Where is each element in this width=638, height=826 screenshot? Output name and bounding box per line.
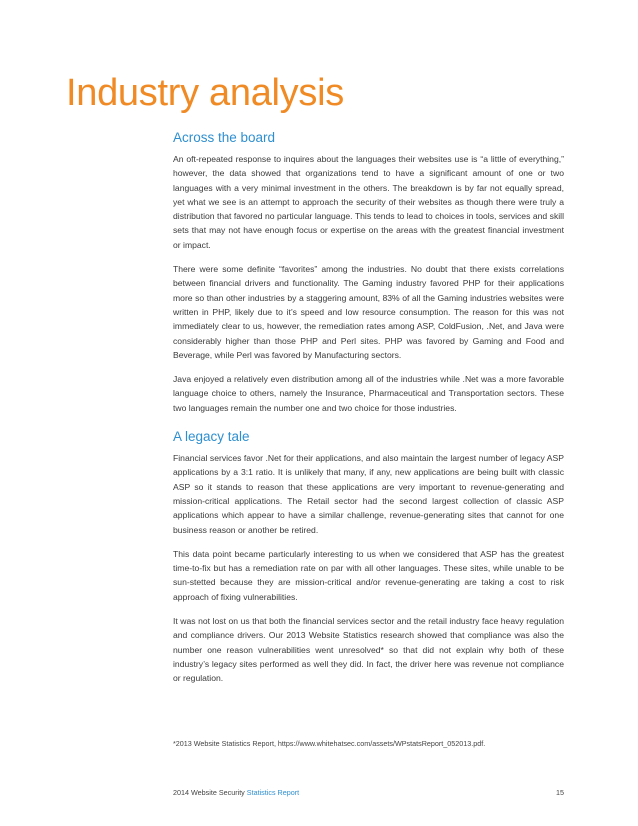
page-number: 15 — [556, 788, 564, 797]
page-title: Industry analysis — [66, 72, 344, 114]
paragraph: Java enjoyed a relatively even distribution among all of the industries while .Net was a more favorable language choice to others, namely the Insurance, Pharmaceutical and Transportation sectors. These two languages remain the number one and two choice for those industries. — [173, 374, 564, 413]
paragraph: This data point became particularly interesting to us when we considered that ASP has the greatest time-to-fix but has a remediation rate on par with all other languages. These sites, while unable to be sun-stetted because they are mission-critical and/or revenue-generating are taking a cost to risk approach of fixing vulnerabilities. — [173, 548, 564, 602]
paragraph: There were some definite “favorites” among the industries. No doubt that there exists correlations between financial drivers and functionality. The Gaming industry favored PHP for their applications more so than other industries by a staggering amount, 83% of all the Gaming industries websites were written in PHP, likely due to it’s speed and low resource consumption. The reason for this was not immediately clear to us, however, the remediation rates among ASP, ColdFusion, .Net, and Java were considerably higher than those PHP and Perl sites. PHP was favored by Gaming and Food and Beverage, while Perl was favored by Manufacturing sectors. — [173, 264, 564, 360]
page-footer — [173, 788, 564, 798]
footnote: *2013 Website Statistics Report, https://www.whitehatsec.com/assets/WPstatsReport_052013.pdf. — [173, 739, 486, 748]
paragraph: It was not lost on us that both the financial services sector and the retail industry face heavy regulation and compliance drivers. Our 2013 Website Statistics research showed that compliance was also the number one reason vulnerabilities went unresolved* so that did not explain why both of these industry’s legacy sites performed as well they did. In fact, the driver here was revenue not compliance or regulation. — [173, 616, 564, 684]
footer-report-prefix: 2014 Website Security — [173, 788, 247, 797]
footer-report-accent: Statistics Report — [246, 788, 300, 797]
section-heading-a-legacy-tale: A legacy tale — [173, 429, 250, 445]
paragraph: Financial services favor .Net for their applications, and also maintain the largest number of legacy ASP applications by a 3:1 ratio. It is unlikely that many, if any, new applications are being built with classic ASP so it stands to reason that these applications are very important to revenue-generating and mission-critical applications. The Retail sector had the second largest collection of classic ASP applications which appear to have a similar challenge, revenue-generating sites that cannot for one business reason or another be retired. — [173, 453, 564, 535]
article-body — [173, 130, 564, 696]
section-heading-across-the-board: Across the board — [173, 130, 276, 145]
paragraph: An oft-repeated response to inquires about the languages their websites use is “a little of everything,” however, the data showed that organizations tend to have a significant amount of one or two languages with a very minimal investment in the others. The breakdown is by far not equally spread, yet what we see is an attempt to approach the security of their websites as though there were truly a distribution that favored no particular language. This tends to lead to choices in tools, services and skill sets that may not have enough focus or expertise on the areas with the greatest financial investment or impact. — [173, 154, 564, 250]
